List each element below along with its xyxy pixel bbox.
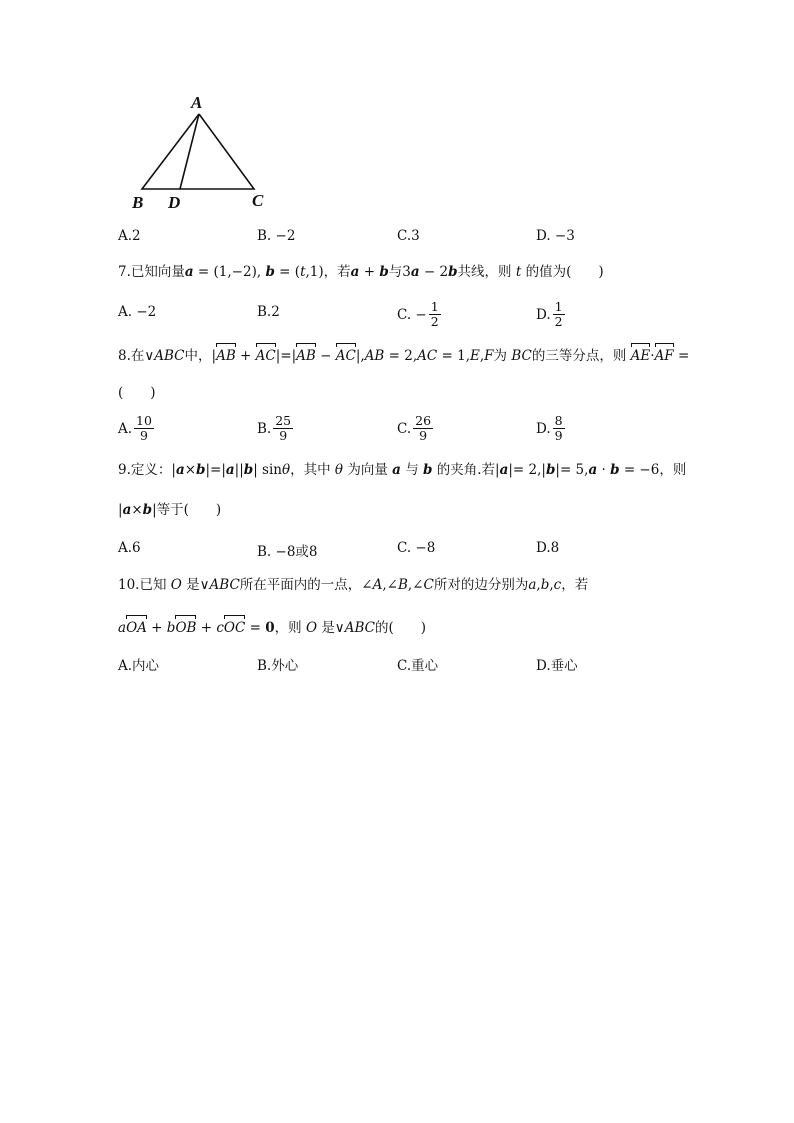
q10-text-5: ，若: [561, 577, 589, 593]
q7-text-5: 的值为( ): [525, 264, 604, 280]
q10-text-2: 是∨: [186, 577, 210, 593]
q8-text-3: 的三等分点，则: [531, 348, 627, 364]
q9-given-formula: |a|= 2,|b|= 5,a · b = −6: [495, 462, 660, 478]
q7-option-d-prefix: D.: [536, 306, 551, 323]
q9-option-b[interactable]: B. −8或8: [257, 544, 318, 560]
option-fraction: [273, 414, 293, 443]
q8-options: [118, 414, 678, 446]
q8-text-2: 中，: [184, 348, 212, 364]
q7-formula-vectors: a = (1,−2), b = (t,1): [184, 264, 324, 280]
q7-options: [118, 300, 678, 332]
frac-num: 26: [415, 413, 432, 428]
q9-text-1: 9.定义：: [118, 462, 172, 478]
label-d: D: [168, 193, 181, 212]
q9-var-a: a: [392, 462, 401, 478]
q10-abc: ABC: [209, 577, 240, 593]
label-b: B: [132, 193, 144, 212]
q10-option-c[interactable]: C.重心: [397, 658, 439, 674]
q9-text-7: 等于( ): [156, 502, 222, 518]
q7-option-c-prefix: C. −: [397, 306, 427, 323]
q10-var-o: O: [170, 577, 182, 593]
q7-formula-diff: 3a − 2b: [402, 264, 458, 280]
option-prefix: D.: [536, 420, 551, 437]
q9-definition-formula: |a×b|=|a||b| sinθ: [171, 462, 291, 478]
q10-text-8: 的( ): [374, 620, 426, 636]
label-c: C: [252, 191, 264, 210]
option-prefix: A.: [118, 420, 133, 437]
q8-text-1: 8.在∨: [118, 348, 155, 364]
frac-num: 25: [275, 413, 292, 428]
frac-den: 9: [419, 428, 428, 443]
q8-paren: ( ): [118, 385, 156, 401]
q10-stem-line2: [118, 618, 678, 638]
q7-text-1: 7.已知向量: [118, 264, 185, 280]
q7-text-2: ，若: [323, 264, 351, 280]
q10-option-d[interactable]: D.垂心: [536, 658, 578, 674]
q6-option-c[interactable]: C.3: [397, 228, 420, 244]
q7-option-d-fraction: [553, 300, 565, 329]
q7-option-c-fraction: [429, 300, 441, 329]
q10-option-a[interactable]: A.内心: [118, 658, 160, 674]
q7-option-a[interactable]: A. −2: [118, 304, 157, 320]
q8-formula: |AB + AC|=|AB − AC|,AB = 2,AC = 1,E,F为 BC: [211, 348, 532, 364]
q8-option-b[interactable]: [257, 414, 293, 443]
q10-text-1: 10.已知: [118, 577, 167, 593]
q8-abc: ABC: [154, 348, 185, 364]
q9-options: [118, 540, 678, 572]
label-a: A: [191, 93, 203, 112]
q10-text-4: 所对的边分别为: [433, 577, 529, 593]
frac-num: 1: [430, 299, 439, 314]
q7-option-d[interactable]: [536, 300, 565, 329]
frac-num: 8: [554, 413, 563, 428]
q9-option-a[interactable]: A.6: [118, 540, 141, 556]
frac-den: 9: [279, 428, 288, 443]
q9-text-2: ，其中: [290, 462, 331, 478]
q6-options: [118, 228, 678, 260]
q7-option-b[interactable]: B.2: [257, 304, 280, 320]
q6-option-d[interactable]: D. −3: [536, 228, 575, 244]
q9-text-6: ，则: [659, 462, 687, 478]
frac-den: 2: [430, 314, 439, 329]
q10-abc2: ABC: [344, 620, 375, 636]
q10-option-b[interactable]: B.外心: [257, 658, 299, 674]
q10-text-3: 所在平面内的一点，: [239, 577, 362, 593]
q9-var-b: b: [423, 462, 433, 478]
q10-text-7: 是∨: [321, 620, 345, 636]
q10-var-o2: O: [305, 620, 318, 636]
frac-den: 9: [140, 428, 148, 443]
option-prefix: B.: [257, 420, 272, 437]
triangle-outline: [142, 114, 254, 189]
q7-stem: [118, 262, 678, 282]
triangle-figure: [128, 92, 278, 216]
frac-den: 2: [554, 314, 563, 329]
q10-sides: a: [528, 577, 537, 593]
q9-text-4: 与: [405, 462, 419, 478]
q10-text-6: ，则: [274, 620, 302, 636]
q7-formula-sum: a + b: [350, 264, 389, 280]
option-fraction: [134, 414, 154, 443]
q9-theta: θ: [334, 462, 344, 478]
q8-dot-product: AE·AF =: [630, 348, 690, 364]
q6-option-a[interactable]: A.2: [118, 228, 141, 244]
q9-question-formula: |a×b|: [118, 502, 157, 518]
q10-angles: ∠A,∠B,∠C: [361, 577, 434, 593]
q9-stem: [118, 460, 687, 480]
q9-text-3: 为向量: [347, 462, 388, 478]
q7-text-3: 与: [388, 264, 403, 280]
frac-num: 10: [136, 413, 152, 428]
q6-option-b[interactable]: B. −2: [257, 228, 296, 244]
q10-stem: 10.已知 O 是∨ABC所在平面内的一点，∠A,∠B,∠C所对的边分别为a,b,c，若: [118, 577, 589, 593]
q9-stem-line2: [118, 500, 678, 520]
q8-stem: [118, 346, 690, 366]
q8-option-d[interactable]: [536, 414, 565, 443]
option-fraction: [553, 414, 565, 443]
q8-option-c[interactable]: [397, 414, 433, 443]
q9-option-c[interactable]: C. −8: [397, 540, 436, 556]
frac-num: 1: [554, 299, 563, 314]
q10-options: [118, 654, 678, 686]
q9-option-d[interactable]: D.8: [536, 540, 560, 556]
triangle-diagram: [128, 92, 278, 216]
q7-var-t: t: [515, 264, 522, 280]
q9-text-5: 的夹角.若: [436, 462, 496, 478]
option-fraction: [413, 414, 433, 443]
option-prefix: C.: [397, 420, 412, 437]
frac-den: 9: [554, 428, 563, 443]
q7-text-4: 共线，则: [457, 264, 512, 280]
q7-option-c[interactable]: [397, 300, 441, 329]
q10-vector-equation: aOA + bOB + cOC = 0: [118, 620, 275, 636]
q8-option-a[interactable]: [118, 414, 154, 443]
